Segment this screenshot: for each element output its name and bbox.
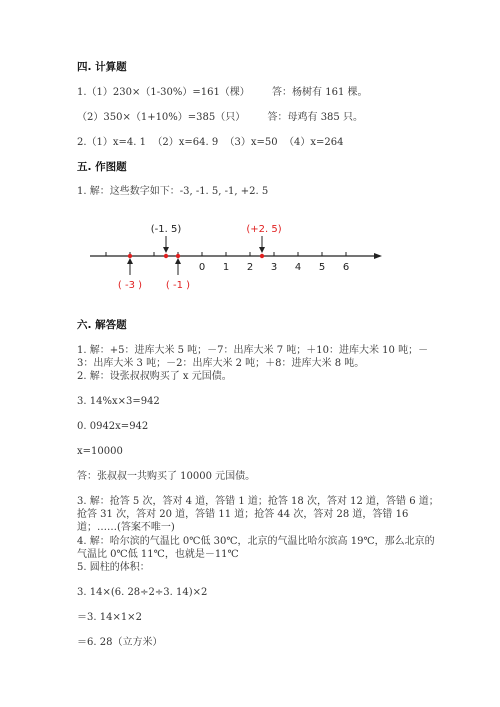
answer-line-6: x=10000 [77, 446, 123, 457]
section4-heading: 四. 计算题 [77, 61, 127, 73]
answer-line-11: 4. 解：哈尔滨的气温比 0℃低 30℃，北京的气温比哈尔滨高 19℃，那么北京的 [77, 536, 435, 547]
answer-line-1: 1. 解：+5：进库大米 5 吨；－7：出库大米 7 吨；＋10：进库大米 10 吨；－ [77, 345, 429, 356]
tick-label-2: 2 [246, 262, 254, 273]
answer-line-12: 气温比 0℃低 11℃，也就是－11℃ [77, 549, 239, 560]
answer-line-15: ＝3. 14×1×2 [77, 612, 142, 623]
answer-line-14: 3. 14×(6. 28÷2÷3. 14)×2 [77, 587, 208, 598]
tick-label-3: 3 [270, 262, 278, 273]
calc-line-1: 1.（1）230×（1-30%）=161（棵） 答：杨树有 161 棵。 [77, 87, 368, 98]
tick-marks [106, 252, 346, 256]
calc-line-2: （2）350×（1+10%）=385（只） 答：母鸡有 385 只。 [77, 112, 363, 123]
answer-line-4: 3. 14%x×3=942 [77, 396, 160, 407]
drawing-line-1: 1. 解：这些数字如下：-3, -1. 5, -1, +2. 5 [77, 186, 269, 197]
point-plus-2-5 [260, 254, 264, 258]
answer-line-5: 0. 0942x=942 [77, 421, 149, 432]
number-line-arrow [374, 253, 382, 259]
tick-label-5: 5 [318, 262, 326, 273]
tick-label-4: 4 [294, 262, 302, 273]
calc-line-3: 2.（1）x=4. 1 （2）x=64. 9 （3）x=50 （4）x=264 [77, 137, 344, 148]
answer-line-9: 抢答 31 次，答对 20 道，答错 11 道；抢答 44 次，答对 28 道，答错 16 [77, 509, 409, 520]
label-minus-1-5: (-1. 5) [150, 224, 182, 235]
answer-line-7: 答：张叔叔一共购买了 10000 元国债。 [77, 471, 256, 482]
tick-label-1: 1 [222, 262, 230, 273]
label-plus-2-5: (+2. 5) [246, 224, 282, 235]
answer-line-3: 2. 解：设张叔叔购买了 x 元国债。 [77, 371, 232, 382]
label-minus-3: ( -3 ) [117, 280, 143, 291]
number-line-figure [90, 218, 390, 298]
answer-line-8: 3. 解：抢答 5 次，答对 4 道，答错 1 道；抢答 18 次，答对 12 道，答错 6 道； [77, 496, 439, 507]
section6-heading: 六. 解答题 [77, 319, 127, 331]
point-minus-1 [176, 254, 180, 258]
answer-line-16: ＝6. 28（立方米） [77, 637, 163, 648]
answer-line-2: 3：出库大米 3 吨；－2：出库大米 2 吨；＋8：进库大米 8 吨。 [77, 358, 365, 369]
label-minus-1: ( -1 ) [165, 280, 191, 291]
point-minus-1-5 [164, 254, 168, 258]
section5-heading: 五. 作图题 [77, 161, 127, 173]
answer-line-10: 道；……(答案不唯一) [77, 522, 175, 533]
point-minus-3 [128, 254, 132, 258]
tick-label-6: 6 [342, 262, 350, 273]
answer-line-13: 5. 圆柱的体积： [77, 562, 150, 573]
tick-label-0: 0 [198, 262, 206, 273]
